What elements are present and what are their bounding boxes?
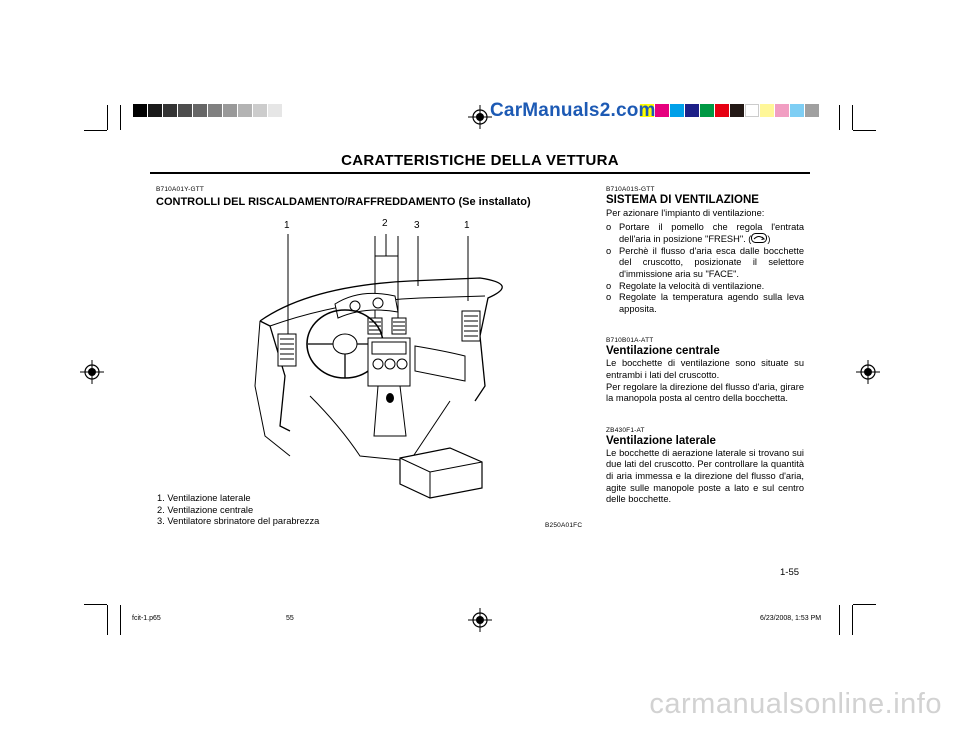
crop-mark: [852, 105, 853, 130]
footer-datetime: 6/23/2008, 1:53 PM: [760, 615, 822, 622]
section-intro: Per azionare l'impianto di ventilazione:: [606, 208, 765, 218]
color-swatch: [760, 104, 774, 117]
registration-mark-icon: [468, 105, 492, 129]
fresh-air-icon: [751, 233, 767, 243]
bullet-text: Portare il pomello che regola l'entrata dell'aria in posizione "FRESH". (: [619, 221, 804, 245]
bullet-marker: o: [606, 221, 612, 232]
site-logo[interactable]: CarManuals2.com: [490, 100, 656, 121]
color-swatch: [193, 104, 207, 117]
color-swatch: [745, 104, 759, 117]
section-body: Per regolare la direzione del flusso d'aria, girare la manopola posta al centro della bocchetta.: [606, 381, 804, 404]
color-swatch: [670, 104, 684, 117]
registration-mark-icon: [856, 360, 880, 384]
gray-calibration-bar: [133, 104, 283, 117]
color-swatch: [715, 104, 729, 117]
watermark-text: carmanualsonline.info: [649, 688, 942, 720]
color-swatch: [223, 104, 237, 117]
page-title: CARATTERISTICHE DELLA VETTURA: [341, 152, 619, 169]
color-swatch: [253, 104, 267, 117]
section-heading: CONTROLLI DEL RISCALDAMENTO/RAFFREDDAMENTO (Se installato): [156, 196, 531, 208]
color-swatch: [730, 104, 744, 117]
crop-mark: [853, 130, 876, 131]
bullet-text: Perchè il flusso d'aria esca dalle bocchette del cruscotto, posizionate il selettore d'immissione aria su "FACE".: [619, 245, 804, 279]
bullet-list: [606, 222, 804, 316]
color-swatch: [268, 104, 282, 117]
section-code: B710A01Y-GTT: [156, 186, 205, 193]
section-heading: SISTEMA DI VENTILAZIONE: [606, 194, 759, 206]
bullet-item: [606, 246, 804, 281]
callout-number: 2: [382, 218, 388, 229]
crop-mark: [853, 604, 876, 605]
color-calibration-bar: [640, 104, 820, 117]
registration-mark-icon: [468, 608, 492, 632]
color-swatch: [790, 104, 804, 117]
bullet-text-close: ): [767, 234, 771, 245]
section-heading: Ventilazione centrale: [606, 345, 720, 358]
crop-mark: [84, 604, 107, 605]
callout-number: 1: [284, 220, 290, 231]
callout-number: 3: [414, 220, 420, 231]
crop-mark: [120, 105, 121, 130]
legend-item: 1. Ventilazione laterale: [157, 493, 251, 503]
crop-mark: [839, 105, 840, 130]
bullet-item: [606, 222, 804, 246]
bullet-text: Regolate la temperatura agendo sulla leva apposita.: [619, 292, 804, 314]
bullet-item: [606, 281, 804, 293]
callout-number: 1: [464, 220, 470, 231]
section-code: B710B01A-ATT: [606, 337, 654, 345]
color-swatch: [148, 104, 162, 117]
title-rule: [150, 172, 810, 174]
dashboard-illustration: [250, 226, 590, 506]
registration-mark-icon: [80, 360, 104, 384]
section-code: B710A01S-GTT: [606, 186, 655, 193]
legend-item: 2. Ventilazione centrale: [157, 504, 254, 515]
bullet-marker: o: [606, 280, 612, 291]
crop-mark: [107, 605, 108, 635]
color-swatch: [700, 104, 714, 117]
crop-mark: [839, 605, 840, 635]
color-swatch: [163, 104, 177, 117]
watermark: [0, 688, 960, 721]
bullet-marker: o: [606, 245, 612, 256]
crop-mark: [852, 605, 853, 635]
bullet-item: [606, 292, 804, 315]
bullet-text: Regolate la velocità di ventilazione.: [619, 280, 765, 291]
footer-file: fcit-1.p65: [132, 615, 161, 622]
section-code: ZB430F1-AT: [606, 426, 645, 434]
color-swatch: [775, 104, 789, 117]
crop-mark: [84, 130, 107, 131]
crop-mark: [107, 105, 108, 130]
figure-legend: [157, 493, 457, 528]
color-swatch: [805, 104, 819, 117]
color-swatch: [238, 104, 252, 117]
right-column: [606, 186, 804, 506]
section-body: Le bocchette di ventilazione sono situate su entrambi i lati del cruscotto.: [606, 358, 804, 380]
figure-code: B250A01FC: [545, 522, 583, 529]
crop-mark: [120, 605, 121, 635]
section-body: Le bocchette di aerazione laterale si trovano sui due lati del cruscotto. Per controllare la quantità di aria immessa e la direzione del flusso d'aria, agite sulle manopole poste a lato e sul centro delle bocchette.: [606, 447, 804, 505]
page-number: 1-55: [780, 567, 800, 578]
color-swatch: [655, 104, 669, 117]
color-swatch: [133, 104, 147, 117]
color-swatch: [208, 104, 222, 117]
color-swatch: [178, 104, 192, 117]
section-heading: Ventilazione laterale: [606, 434, 716, 447]
footer-sheet: 55: [286, 615, 294, 622]
bullet-marker: o: [606, 292, 612, 303]
legend-item: 3. Ventilatore sbrinatore del parabrezza: [157, 516, 320, 527]
color-swatch: [685, 104, 699, 117]
